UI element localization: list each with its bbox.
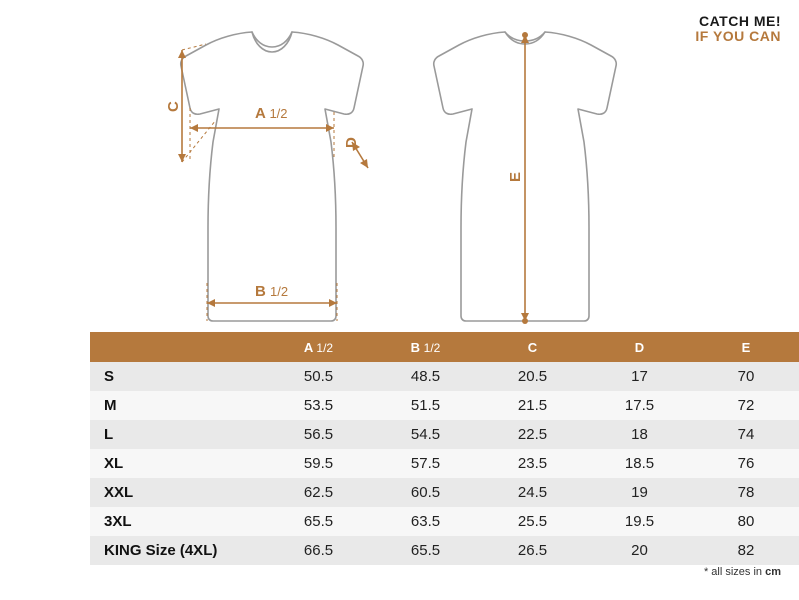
cell-c: 23.5 xyxy=(517,455,548,472)
cell-a: 50.5 xyxy=(303,368,334,385)
tshirt-front-outline xyxy=(181,32,364,321)
cell-a: 65.5 xyxy=(303,513,334,530)
cell-b: 51.5 xyxy=(410,397,441,414)
cell-e: 78 xyxy=(737,484,755,501)
size-table-header-row xyxy=(90,332,799,362)
footnote-prefix: * all sizes in xyxy=(703,566,766,578)
cell-c: 26.5 xyxy=(517,542,548,559)
cell-a: 59.5 xyxy=(303,455,334,472)
label-b: B 1/2 xyxy=(255,283,289,300)
cell-e: 76 xyxy=(737,455,755,472)
cell-b: 60.5 xyxy=(410,484,441,501)
cell-e: 82 xyxy=(737,542,755,559)
cell-e: 72 xyxy=(737,397,755,414)
cell-size: M xyxy=(104,397,117,414)
table-row xyxy=(90,449,799,478)
cell-size: S xyxy=(104,368,115,385)
header-size xyxy=(90,332,265,362)
table-row xyxy=(90,478,799,507)
cell-c: 25.5 xyxy=(517,513,548,530)
footnote-unit: cm xyxy=(765,566,781,578)
cell-size: L xyxy=(104,426,114,443)
cell-d: 19 xyxy=(631,484,648,501)
cell-size: KING Size (4XL) xyxy=(104,542,218,559)
header-d: D xyxy=(634,339,645,355)
label-d: D xyxy=(343,137,360,148)
cell-e: 74 xyxy=(737,426,755,443)
table-row xyxy=(90,536,799,565)
cell-d: 19.5 xyxy=(624,513,655,530)
cell-b: 54.5 xyxy=(410,426,441,443)
header-a-letter: A xyxy=(303,339,313,355)
brand-line-1: CATCH ME! xyxy=(698,13,781,29)
cell-d: 17 xyxy=(631,368,648,385)
cell-size: XXL xyxy=(104,484,134,501)
table-row xyxy=(90,362,799,391)
cell-d: 17.5 xyxy=(624,397,655,414)
cell-size: 3XL xyxy=(104,513,132,530)
cell-c: 22.5 xyxy=(517,426,548,443)
label-c: C xyxy=(165,101,182,112)
cell-c: 21.5 xyxy=(517,397,548,414)
table-row xyxy=(90,420,799,449)
cell-d: 18 xyxy=(631,426,648,443)
cell-size: XL xyxy=(104,455,124,472)
table-row xyxy=(90,391,799,420)
brand-line-2: IF YOU CAN xyxy=(695,27,781,44)
cell-d: 20 xyxy=(631,542,648,559)
label-a: A 1/2 xyxy=(255,105,288,122)
measure-c-front xyxy=(178,44,216,162)
table-row xyxy=(90,507,799,536)
header-e: E xyxy=(741,339,751,355)
cell-a: 62.5 xyxy=(303,484,334,501)
footnote xyxy=(704,566,781,578)
header-a-fraction: 1/2 xyxy=(316,340,334,355)
cell-a: 53.5 xyxy=(303,397,334,414)
label-e: E xyxy=(507,171,524,182)
cell-d: 18.5 xyxy=(624,455,655,472)
cell-b: 48.5 xyxy=(410,368,441,385)
cell-b: 63.5 xyxy=(410,513,441,530)
header-a xyxy=(265,332,372,362)
cell-b: 65.5 xyxy=(410,542,441,559)
cell-a: 66.5 xyxy=(303,542,334,559)
cell-c: 24.5 xyxy=(517,484,548,501)
cell-e: 70 xyxy=(737,368,755,385)
cell-c: 20.5 xyxy=(517,368,548,385)
header-b xyxy=(372,332,479,362)
header-b-letter: B xyxy=(410,339,421,355)
header-b-fraction: 1/2 xyxy=(423,340,441,355)
size-table-body xyxy=(90,362,799,565)
size-table xyxy=(90,332,799,565)
size-table-head xyxy=(90,332,799,362)
cell-a: 56.5 xyxy=(303,426,334,443)
header-c: C xyxy=(527,339,538,355)
cell-e: 80 xyxy=(737,513,755,530)
cell-b: 57.5 xyxy=(410,455,441,472)
